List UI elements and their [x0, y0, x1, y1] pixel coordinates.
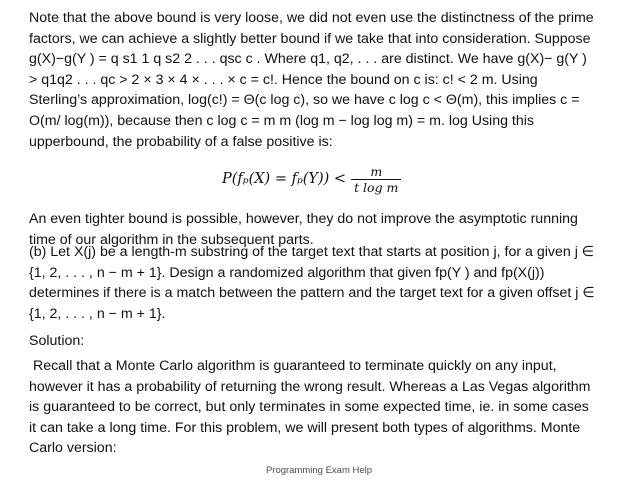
paragraph-monte-carlo-explanation	[29, 356, 619, 459]
paragraph-part-b-question	[29, 242, 619, 324]
text-line: {1, 2, . . . , n − m + 1}. Design a randomized algorithm that given fp(Y ) and fp(X(j))	[29, 264, 545, 281]
text-line: determines if there is a match between the pattern and the target text for a given offset j ∈	[29, 285, 595, 302]
text-line: upperbound, the probability of a false positive is:	[29, 133, 333, 150]
false-positive-equation	[222, 159, 401, 199]
equation-fraction	[351, 164, 401, 195]
equation-denominator: t log m	[354, 179, 399, 195]
text-line: Carlo version:	[29, 440, 117, 457]
footer-caption: Programming Exam Help	[265, 465, 373, 476]
text-line: O(m/ log(m)), because then c log c = m m (log m − log log m) = m. log Using this	[29, 112, 535, 129]
text-line: An even tighter bound is possible, however, they do not improve the asymptotic running	[29, 211, 578, 227]
text-line: g(X)−g(Y ) = q s1 1 q s2 2 . . . qsc c . Where q1, q2, . . . are distinct. We have g(X)− g(Y )	[29, 51, 587, 68]
text-line: Recall that a Monte Carlo algorithm is guaranteed to terminate quickly on any input,	[29, 358, 557, 374]
text-line: {1, 2, . . . , n − m + 1}.	[29, 305, 166, 322]
text-line: it can take a long time. For this problem, we will present both types of algorithms. Monte	[29, 419, 581, 436]
solution-heading	[29, 331, 619, 352]
text-line: factors, we can achieve a slightly better bound if we take that into consideration. Suppose	[29, 30, 591, 47]
text-line: however it has a probability of returning the wrong result. Whereas a Las Vegas algorithm	[29, 378, 591, 395]
text-line: > q1q2 . . . qc > 2 × 3 × 4 × . . . × c = c!. Hence the bound on c is: c! < 2 m. Using	[29, 71, 538, 88]
text-line: is guaranteed to be correct, but only terminates in some expected time, ie. in some cases	[29, 399, 589, 416]
text-line: Sterling’s approximation, log(c!) = Θ(c log c), so we have c log c < Θ(m), this implies c =	[29, 92, 580, 109]
text-line: Solution:	[29, 333, 85, 349]
equation-numerator: m	[370, 163, 383, 179]
equation-lhs: P(fₚ(X) = fₚ(Y)) <	[222, 171, 347, 187]
text-line: Note that the above bound is very loose, we did not even use the distinctness of the prime	[29, 10, 594, 26]
text-line: (b) Let X(j) be a length-m substring of the target text that starts at position j, for a given j ∈	[29, 244, 595, 260]
paragraph-bound-analysis	[29, 8, 619, 152]
text-line: time of our algorithm in the subsequent parts.	[29, 231, 314, 248]
